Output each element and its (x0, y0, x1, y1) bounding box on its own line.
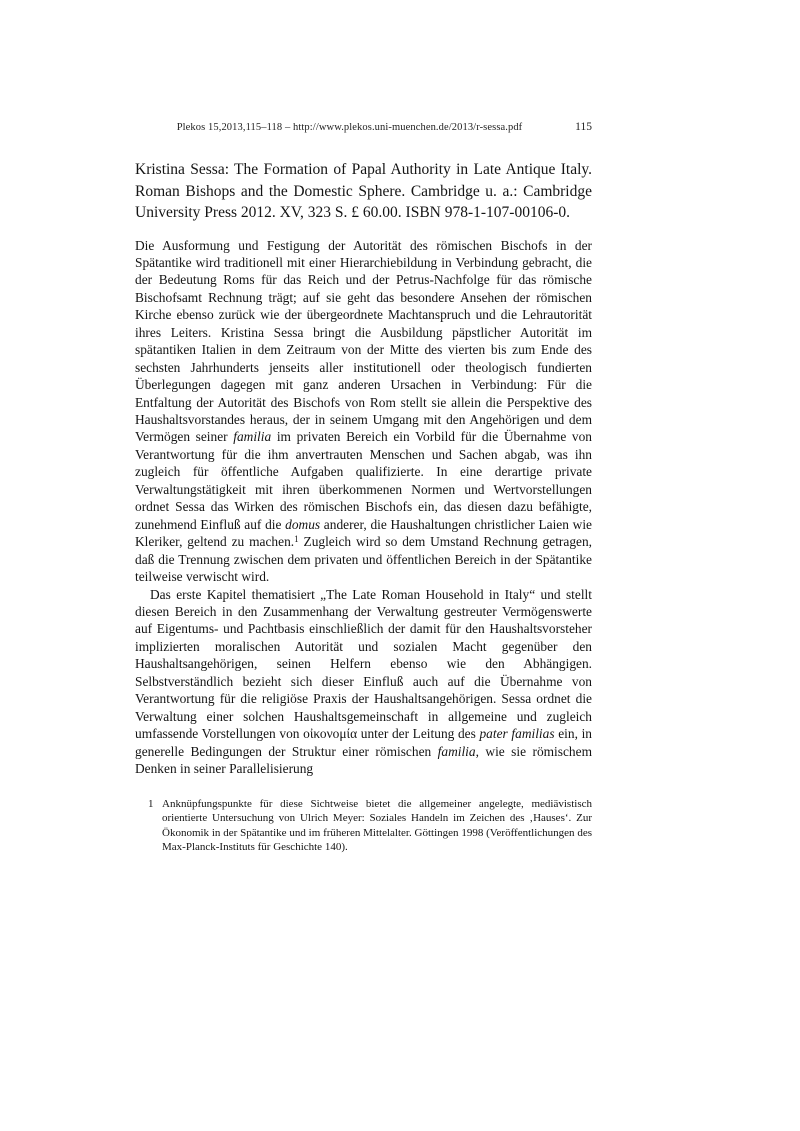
text-column (135, 121, 592, 855)
paragraph-1: Die Ausformung und Festigung der Autorität des römischen Bischofs in der Spätantike wird traditionell mit einer Hierarchiebildung in Verbindung gebracht, die der Bedeutung Roms für das Reich und der Petrus-Nachfolge für das römische Bischofsamt Rechnung trägt; auf sie geht das besondere Ansehen der römischen Kirche ebenso zurück wie der übergeordnete Machtanspruch und die Lehrautorität ihres Leiters. Kristina Sessa bringt die Ausbildung päpstlicher Autorität im spätantiken Italien in dem Zeitraum von der Mitte des vierten bis zum Ende des sechsten Jahrhunderts jenseits aller institutionell oder theologisch fundierten Überlegungen dagegen mit ganz anderen Ursachen in Verbindung: Für die Entfaltung der Autorität des Bischofs von Rom stellt sie allein die Perspektive des Haushaltsvorstandes heraus, der in seinem Umgang mit den Angehörigen und dem Vermögen seiner familia im privaten Bereich ein Vorbild für die Übernahme von Verantwortung für die ihm anvertrauten Menschen und Sachen abgab, was ihn zugleich für öffentliche Aufgaben qualifizierte. In eine derartige private Verwaltungstätigkeit mit ihren überkommenen Normen und Wertvorstellungen ordnet Sessa das Wirken des römischen Bischofs ein, das diesen dazu befähigte, zunehmend Einfluß auf die domus anderer, die Haushaltungen christlicher Laien wie Kleriker, geltend zu machen.$^1$ Zugleich wird so dem Umstand Rechnung getragen, daß die Trennung zwischen dem privaten und öffentlichen Bereich in der Spätantike teilweise verwischt wird. (135, 237, 592, 585)
paragraph-2: Das erste Kapitel thematisiert „The Late Roman Household in Italy“ und stellt diesen Bereich in den Zusammenhang der Verwaltung gestreuter Vermögenswerte auf Eigentums- und Pachtbasis einschließlich der damit für den Haushaltsvorsteher implizierten moralischen Autorität und sozialen Macht gegenüber den Haushaltsangehörigen, seinen Helfern ebenso wie den Abhängigen. Selbstverständlich bezieht sich dieser Einfluß auch auf die Übernahme von Verantwortung für die religiöse Praxis der Haushaltsangehörigen. Sessa ordnet die Verwaltung einer solchen Haushaltsgemeinschaft in allgemeine und zugleich umfassende Vorstellungen von οἰκονομία unter der Leitung des pater familias ein, in generelle Bedingungen der Struktur einer römischen familia, wie sie römischem Denken in seiner Parallelisierung (135, 586, 592, 777)
review-heading: Kristina Sessa: The Formation of Papal Authority in Late Antique Italy. Roman Bishops and the Domestic Sphere. Cambridge u. a.: Cambridge University Press 2012. XV, 323 S. £ 60.00. ISBN 978-1-107-00106-0. (135, 161, 592, 221)
footnote-text: Anknüpfungspunkte für diese Sichtweise bietet die allgemeiner angelegte, mediävistisch orientierte Untersuchung von Ulrich Meyer: Soziales Handeln im Zeichen des ‚Hauses‘. Zur Ökonomik in der Spätantike und im früheren Mittelalter. Göttingen 1998 (Veröffentlichungen des Max-Planck-Instituts für Geschichte 140). (162, 797, 592, 854)
running-header (135, 121, 592, 135)
footnote-marker: 1 (148, 797, 154, 810)
footnote-1 (135, 797, 592, 855)
review-body (135, 237, 592, 778)
header-page-number: 115 (575, 121, 592, 133)
header-citation: Plekos 15,2013,115–118 – http://www.plekos.uni-muenchen.de/2013/r-sessa.pdf (176, 122, 523, 133)
